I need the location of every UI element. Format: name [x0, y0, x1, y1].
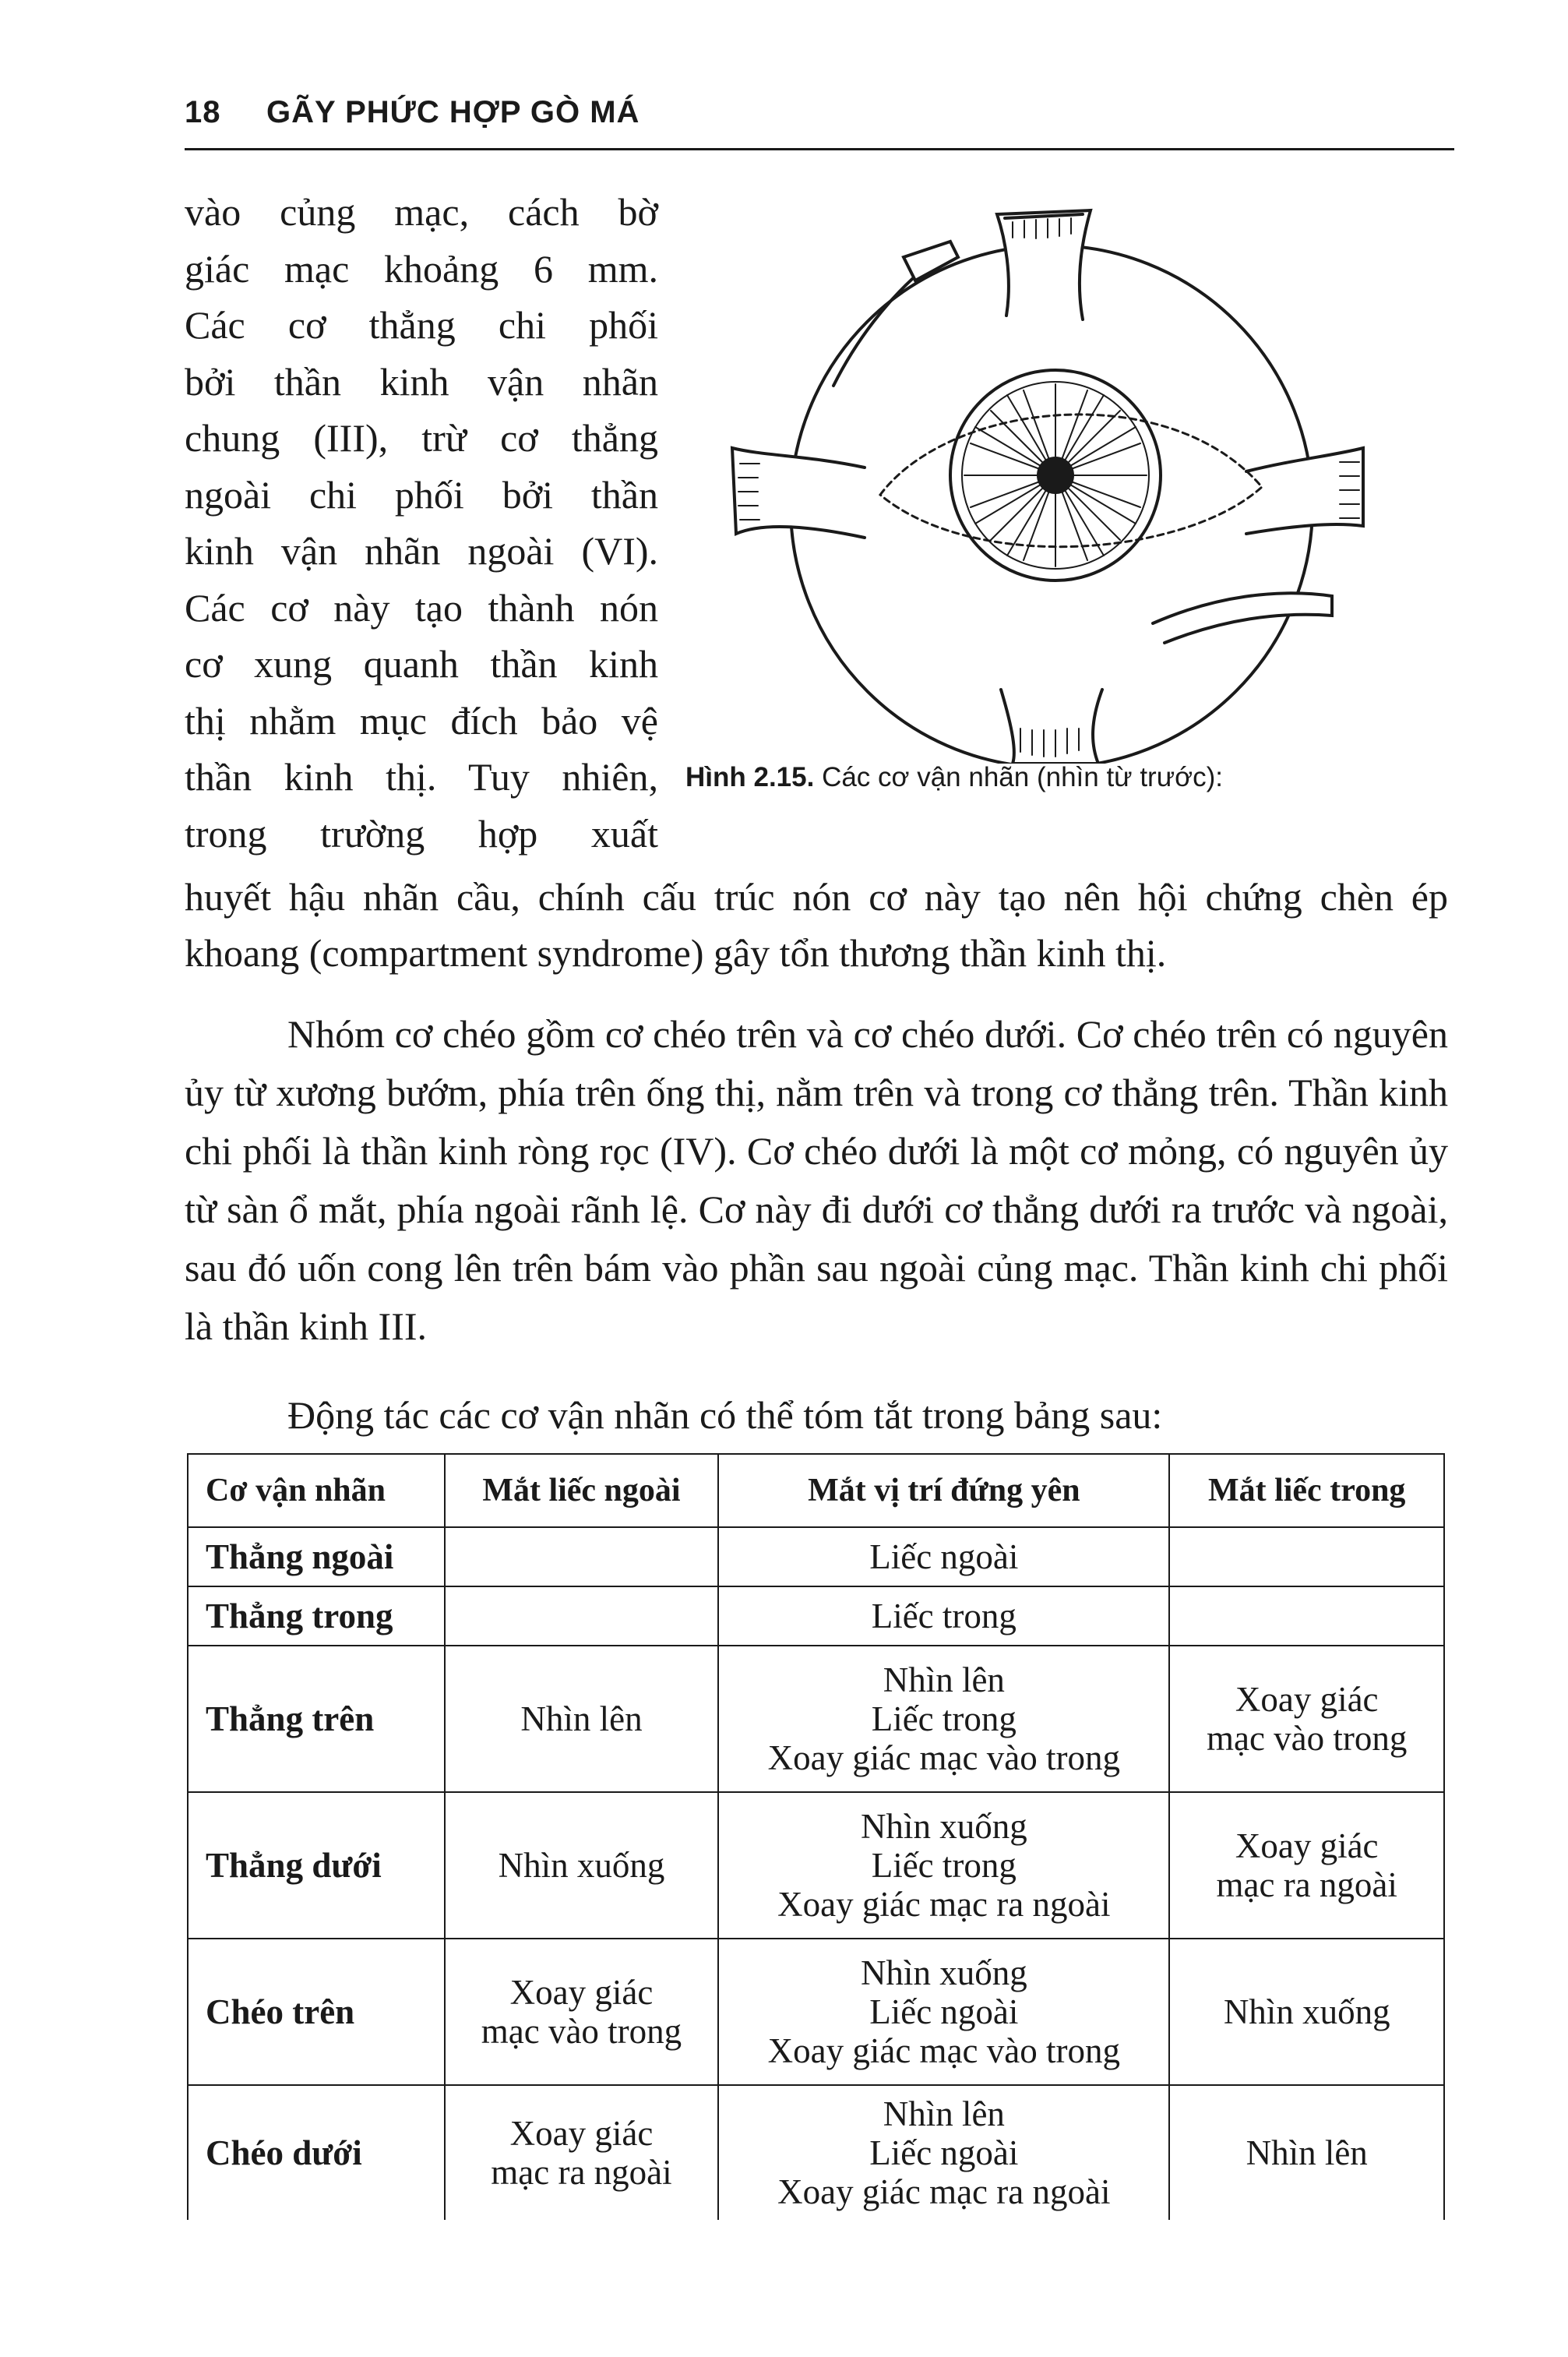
action-cell-in — [1169, 1939, 1444, 2085]
muscle-name-cell: Chéo trên — [188, 1939, 445, 2085]
column-header: Mắt vị trí đứng yên — [718, 1454, 1169, 1527]
action-text: Nhìn lên — [1246, 2133, 1368, 2172]
lateral-rectus-muscle — [732, 448, 865, 538]
table-row — [188, 1792, 1444, 1939]
action-text: Liếc trong — [871, 1699, 1017, 1738]
action-text: Xoay giác — [1235, 1680, 1379, 1719]
column-header: Mắt liếc ngoài — [445, 1454, 719, 1527]
action-cell-neutral — [718, 1939, 1169, 2085]
column-header: Mắt liếc trong — [1169, 1454, 1444, 1527]
table-body — [188, 1527, 1444, 2220]
action-text: Xoay giác mạc ra ngoài — [777, 2172, 1111, 2211]
action-text: Xoay giác — [509, 2114, 654, 2153]
action-cell-out — [445, 1646, 719, 1792]
action-cell-out — [445, 1527, 719, 1586]
table-row — [188, 1646, 1444, 1792]
paragraph-continuation: huyết hậu nhãn cầu, chính cấu trúc nón cơ này tạo nên hội chứng chèn ép khoang (compartment syndrome) gây tổn thương thần kinh thị. — [185, 875, 1448, 975]
paragraph-oblique-muscles: Nhóm cơ chéo gồm cơ chéo trên và cơ chéo dưới. Cơ chéo trên có nguyên ủy từ xương bướm, phía trên ống thị, nằm trên và trong cơ thẳng trên. Thần kinh chi phối là thần kinh ròng rọc (IV). Cơ chéo dưới là một cơ mỏng, có nguyên ủy từ sàn ổ mắt, phía ngoài rãnh lệ. Cơ này đi dưới cơ thẳng dưới ra trước và ngoài, sau đó uốn cong lên trên bám vào phần sau ngoài củng mạc. Thần kinh chi phối là thần kinh III. — [185, 1012, 1448, 1348]
action-text: mạc ra ngoài — [1216, 1865, 1397, 1904]
action-text: Nhìn xuống — [860, 1807, 1027, 1846]
action-cell-in — [1169, 1586, 1444, 1646]
text-line: ngoài chi phối bởi thần — [185, 472, 658, 517]
eye-muscles-figure — [717, 191, 1402, 764]
action-text: Liếc ngoài — [869, 2133, 1019, 2172]
text-line: thần kinh thị. Tuy nhiên, — [185, 755, 658, 799]
action-cell-out — [445, 2085, 719, 2220]
action-text: Liếc trong — [871, 1597, 1017, 1635]
action-cell-neutral — [718, 1527, 1169, 1586]
text-line: thị nhằm mục đích bảo vệ — [185, 698, 658, 743]
action-text: Nhìn lên — [883, 1660, 1005, 1699]
text-line: vào củng mạc, cách bờ — [185, 190, 658, 234]
action-text: mạc ra ngoài — [491, 2153, 672, 2192]
inferior-oblique-muscle — [1153, 593, 1332, 643]
action-text: Nhìn xuống — [498, 1846, 665, 1885]
action-text: Nhìn xuống — [1223, 1992, 1390, 2031]
chapter-title: GÃY PHỨC HỢP GÒ MÁ — [266, 95, 640, 129]
action-text: Nhìn lên — [520, 1699, 643, 1738]
text-line: bởi thần kinh vận nhãn — [185, 359, 658, 404]
figure-label: Hình 2.15. — [685, 762, 815, 792]
action-cell-in — [1169, 2085, 1444, 2220]
action-cell-neutral — [718, 2085, 1169, 2220]
table-row — [188, 2085, 1444, 2220]
table-intro: Động tác các cơ vận nhãn có thể tóm tắt trong bảng sau: — [287, 1393, 1163, 1437]
text-line: trong trường hợp xuất — [185, 811, 658, 856]
action-text: Xoay giác — [509, 1973, 654, 2012]
figure-caption-text: Các cơ vận nhãn (nhìn từ trước): — [822, 762, 1223, 792]
action-text: Xoay giác — [1235, 1826, 1379, 1865]
action-text: Liếc trong — [871, 1846, 1017, 1885]
action-text: Liếc ngoài — [869, 1992, 1019, 2031]
table-row — [188, 1527, 1444, 1586]
action-text: Nhìn lên — [883, 2094, 1005, 2133]
action-text: Xoay giác mạc ra ngoài — [777, 1885, 1111, 1924]
action-text: mạc vào trong — [481, 2012, 682, 2051]
action-cell-neutral — [718, 1646, 1169, 1792]
action-cell-out — [445, 1939, 719, 2085]
inferior-rectus-muscle — [1001, 690, 1102, 764]
action-cell-neutral — [718, 1586, 1169, 1646]
page-number: 18 — [185, 95, 221, 129]
figure-caption — [685, 762, 1464, 793]
table-row — [188, 1586, 1444, 1646]
intro-paragraph — [185, 184, 658, 862]
action-cell-in — [1169, 1792, 1444, 1939]
action-text: Xoay giác mạc vào trong — [767, 1738, 1120, 1777]
muscle-name-cell: Thẳng trên — [188, 1646, 445, 1792]
muscle-name-cell: Thẳng ngoài — [188, 1527, 445, 1586]
table-row — [188, 1939, 1444, 2085]
action-text: Nhìn xuống — [860, 1953, 1027, 1992]
running-header — [185, 86, 1454, 150]
text-line: kinh vận nhãn ngoài (VI). — [185, 529, 658, 573]
action-cell-out — [445, 1792, 719, 1939]
muscle-name-cell: Thẳng dưới — [188, 1792, 445, 1939]
action-text: Liếc ngoài — [869, 1537, 1019, 1576]
action-cell-out — [445, 1586, 719, 1646]
muscle-name-cell: Thẳng trong — [188, 1586, 445, 1646]
text-line: cơ xung quanh thần kinh — [185, 642, 658, 686]
action-text: Xoay giác mạc vào trong — [767, 2031, 1120, 2070]
muscle-name-cell: Chéo dưới — [188, 2085, 445, 2220]
eye-muscle-actions-table — [187, 1453, 1445, 2220]
superior-rectus-muscle — [997, 210, 1091, 319]
action-text: mạc vào trong — [1206, 1719, 1408, 1758]
text-line: Các cơ thẳng chi phối — [185, 303, 658, 347]
text-line: Các cơ này tạo thành nón — [185, 585, 658, 630]
text-line: giác mạc khoảng 6 mm. — [185, 246, 658, 291]
eyeball-outline — [791, 245, 1313, 764]
action-cell-in — [1169, 1527, 1444, 1586]
column-header: Cơ vận nhãn — [188, 1454, 445, 1527]
action-cell-neutral — [718, 1792, 1169, 1939]
text-line: chung (III), trừ cơ thẳng — [185, 416, 658, 460]
action-cell-in — [1169, 1646, 1444, 1792]
table-header-row — [188, 1454, 1444, 1527]
